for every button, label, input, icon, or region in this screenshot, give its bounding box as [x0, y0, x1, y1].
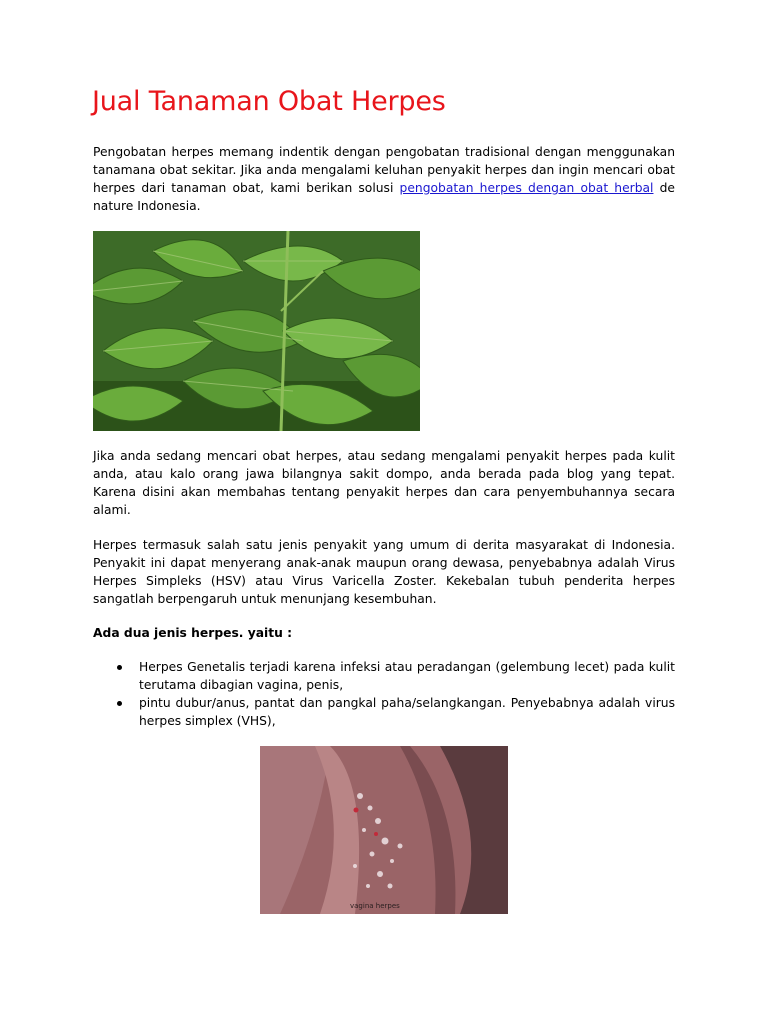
- intro-text-end: de nature Indonesia.: [93, 181, 675, 213]
- skin-lesion-image: [260, 746, 508, 914]
- body-paragraph-2: Jika anda sedang mencari obat herpes, atau sedang mengalami penyakit herpes pada kulit anda, atau kalo orang jawa bilangnya sakit dompo, anda berada pada blog yang tepat. Karena disini akan membahas tentang penyakit herpes dan cara penyembuhannya secara alami.: [93, 449, 675, 517]
- herpes-types-list: [93, 658, 675, 730]
- plant-leaves-illustration: [93, 231, 420, 431]
- herbal-treatment-link[interactable]: pengobatan herpes dengan obat herbal: [399, 181, 654, 195]
- image-caption: vagina herpes: [350, 902, 400, 910]
- intro-paragraph: [93, 143, 675, 215]
- list-item: [93, 658, 675, 694]
- list-item: [93, 694, 675, 730]
- intro-text-start: Pengobatan herpes memang indentik dengan pengobatan tradisional dengan menggunakan tanamana obat sekitar. Jika anda mengalami keluhan penyakit herpes dan ingin mencari obat herpes dari tanaman obat, kami berikan solusi: [93, 145, 675, 195]
- types-heading: Ada dua jenis herpes. yaitu :: [93, 626, 293, 640]
- bullet-icon: [117, 701, 122, 706]
- list-item-text: Herpes Genetalis terjadi karena infeksi atau peradangan (gelembung lecet) pada kulit terutama dibagian vagina, penis,: [139, 660, 675, 692]
- bullet-icon: [117, 665, 122, 670]
- body-paragraph-3: Herpes termasuk salah satu jenis penyakit yang umum di derita masyarakat di Indonesia. Penyakit ini dapat menyerang anak-anak maupun orang dewasa, penyebabnya adalah Virus Herpes Simpleks (HSV) atau Virus Varicella Zoster. Kekebalan tubuh penderita herpes sangatlah berpengaruh untuk menunjang kesembuhan.: [93, 538, 675, 606]
- page-title: Jual Tanaman Obat Herpes: [92, 86, 446, 117]
- plant-image: [93, 231, 420, 431]
- skin-lesion-illustration: [260, 746, 508, 914]
- list-item-text: pintu dubur/anus, pantat dan pangkal paha/selangkangan. Penyebabnya adalah virus herpes simplex (VHS),: [139, 696, 675, 728]
